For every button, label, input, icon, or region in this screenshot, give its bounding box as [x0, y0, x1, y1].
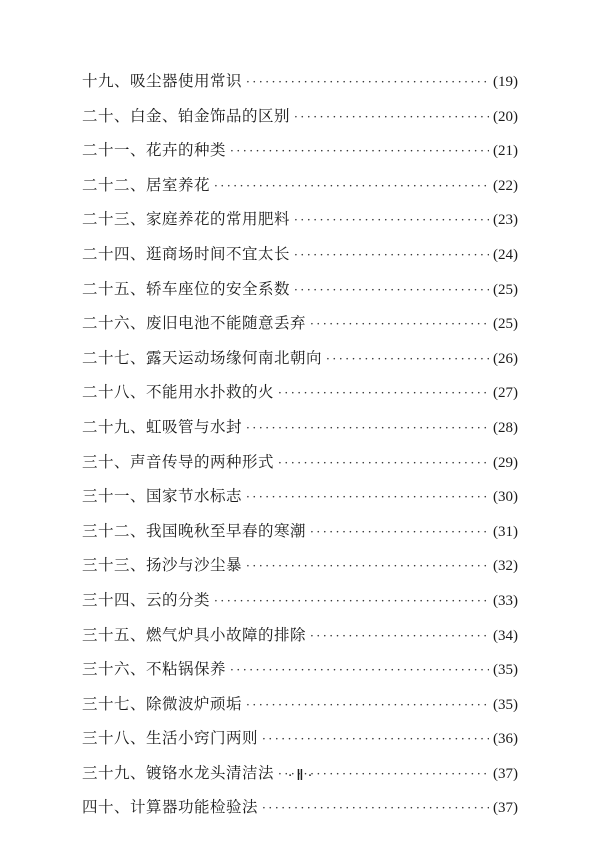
toc-entry-title: 四十、计算器功能检验法 [82, 798, 259, 817]
toc-entry-page: (37) [493, 800, 518, 817]
toc-entry-title: 三十三、扬沙与沙尘暴 [82, 556, 243, 575]
toc-entry-title: 二十四、逛商场时间不宜太长 [82, 244, 291, 263]
toc-entry-page: (35) [493, 662, 518, 679]
toc-entry-title: 二十八、不能用水扑救的火 [82, 383, 275, 402]
toc-entry[interactable] [82, 618, 518, 653]
dot-leader [230, 653, 489, 688]
toc-entry-page: (27) [493, 385, 518, 402]
toc-entry-page: (24) [493, 246, 518, 263]
toc-entry-title: 三十五、燃气炉具小故障的排除 [82, 625, 307, 644]
toc-entry-title: 二十七、露天运动场缘何南北朝向 [82, 348, 323, 367]
dot-leader [294, 238, 489, 273]
toc-entry-page: (34) [493, 627, 518, 644]
toc-entry-page: (21) [493, 143, 518, 160]
toc-entry-title: 三十、声音传导的两种形式 [82, 452, 275, 471]
dot-leader [294, 273, 489, 308]
toc-entry[interactable] [82, 721, 518, 756]
toc-entry[interactable] [82, 479, 518, 514]
toc-entry-title: 二十、白金、铂金饰品的区别 [82, 106, 291, 125]
toc-entry-page: (37) [493, 765, 518, 782]
toc-entry-title: 三十四、云的分类 [82, 590, 211, 609]
toc-entry[interactable] [82, 790, 518, 825]
toc-entry-title: 三十七、除微波炉顽垢 [82, 694, 243, 713]
toc-entry-title: 十九、吸尘器使用常识 [82, 72, 243, 90]
toc-entry[interactable] [82, 410, 518, 445]
dot-leader [246, 480, 489, 515]
toc-entry-page: (22) [493, 177, 518, 194]
toc-entry-title: 三十八、生活小窍门两则 [82, 729, 259, 748]
dot-leader [294, 203, 489, 238]
toc-entry[interactable] [82, 237, 518, 272]
dot-leader [230, 134, 489, 169]
toc-entry[interactable] [82, 341, 518, 376]
toc-entry[interactable] [82, 202, 518, 237]
dot-leader [310, 307, 489, 342]
toc-entry-title: 三十六、不粘锅保养 [82, 660, 227, 679]
dot-leader [246, 65, 489, 100]
toc-entry-page: (28) [493, 419, 518, 436]
toc-entry-title: 三十九、镀铬水龙头清洁法 [82, 763, 275, 782]
toc-entry-page: (35) [493, 696, 518, 713]
toc-entry[interactable] [82, 272, 518, 307]
toc-entry-page: (31) [493, 523, 518, 540]
toc-entry[interactable] [82, 548, 518, 583]
dot-leader [262, 722, 489, 757]
toc-entry-title: 二十五、轿车座位的安全系数 [82, 279, 291, 298]
toc-entry[interactable] [82, 133, 518, 168]
dot-leader [278, 376, 489, 411]
dot-leader [214, 584, 489, 619]
toc-entry-page: (23) [493, 212, 518, 229]
toc-entry[interactable] [82, 445, 518, 480]
toc-entry-title: 二十六、废旧电池不能随意丢弃 [82, 314, 307, 333]
dot-leader [214, 169, 489, 204]
toc-entry-page: (29) [493, 454, 518, 471]
dot-leader [246, 549, 489, 584]
dot-leader [310, 515, 489, 550]
toc-entry[interactable] [82, 168, 518, 203]
toc-entry-title: 三十一、国家节水标志 [82, 487, 243, 506]
toc-entry-page: (33) [493, 592, 518, 609]
toc-entry[interactable] [82, 64, 518, 99]
toc-entry-page: (26) [493, 350, 518, 367]
toc-entry[interactable] [82, 99, 518, 134]
toc-entry-page: (20) [493, 108, 518, 125]
toc-entry-title: 二十三、家庭养花的常用肥料 [82, 210, 291, 229]
toc-entry[interactable] [82, 514, 518, 549]
toc-entry-title: 二十九、虹吸管与水封 [82, 417, 243, 436]
toc-entry[interactable] [82, 375, 518, 410]
dot-leader [278, 446, 489, 481]
toc-entry-page: (30) [493, 489, 518, 506]
dot-leader [294, 100, 489, 135]
toc-entry-title: 二十一、花卉的种类 [82, 141, 227, 160]
toc-entry-page: (25) [493, 316, 518, 333]
toc-entry-page: (32) [493, 558, 518, 575]
table-of-contents [82, 64, 518, 825]
toc-entry-page: (19) [493, 74, 518, 90]
page-number: · Ⅱ · [287, 768, 313, 784]
dot-leader [246, 411, 489, 446]
toc-entry[interactable] [82, 652, 518, 687]
toc-entry[interactable] [82, 306, 518, 341]
toc-entry-title: 二十二、居室养花 [82, 175, 211, 194]
dot-leader [262, 791, 489, 826]
toc-entry[interactable] [82, 583, 518, 618]
dot-leader [326, 342, 489, 377]
toc-entry[interactable] [82, 687, 518, 722]
toc-entry-page: (25) [493, 281, 518, 298]
dot-leader [310, 619, 489, 654]
toc-entry-title: 三十二、我国晚秋至早春的寒潮 [82, 521, 307, 540]
toc-entry-page: (36) [493, 731, 518, 748]
dot-leader [246, 688, 489, 723]
